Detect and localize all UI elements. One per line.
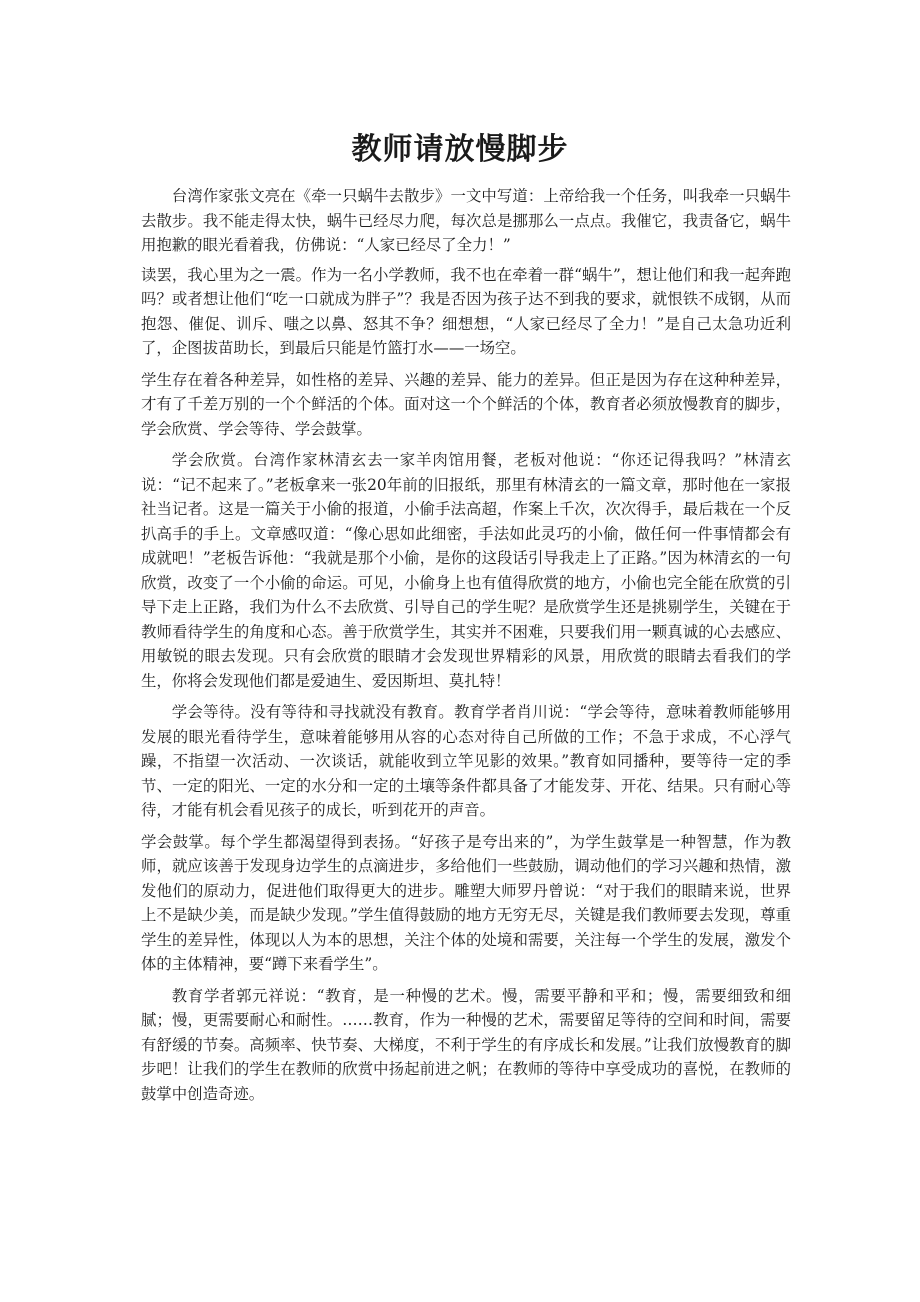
paragraph-6: 学会鼓掌。每个学生都渴望得到表扬。“好孩子是夸出来的”，为学生鼓掌是一种智慧，作为教师，就应该善于发现身边学生的点滴进步，多给他们一些鼓励，调动他们的学习兴趣和热情，激发他们的原动力，促进他们取得更大的进步。雕塑大师罗丹曾说：“对于我们的眼睛来说，世界上不是缺少美，而是缺少发现。”学生值得鼓励的地方无穷无尽，关键是我们教师要去发现，尊重学生的差异性，体现以人为本的思想，关注个体的处境和需要，关注每一个学生的发展，激发个体的主体精神，要“蹲下来看学生”。	[141, 832, 791, 973]
paragraph-5: 学会等待。没有等待和寻找就没有教育。教育学者肖川说：“学会等待，意味着教师能够用发展的眼光看待学生，意味着能够用从容的心态对待自己所做的工作；不急于求成，不心浮气躁，不指望一次活动、一次谈话，就能收到立竿见影的效果。”教育如同播种，要等待一定的季节、一定的阳光、一定的水分和一定的土壤等条件都具备了才能发芽、开花、结果。只有耐心等待，才能有机会看见孩子的成长，听到花开的声音。	[141, 703, 791, 819]
paragraph-1: 台湾作家张文亮在《牵一只蜗牛去散步》一文中写道：上帝给我一个任务，叫我牵一只蜗牛去散步。我不能走得太快，蜗牛已经尽力爬，每次总是挪那么一点点。我催它，我责备它，蜗牛用抱歉的眼光看着我，仿佛说：“人家已经尽了全力！”	[141, 187, 791, 254]
paragraph-3: 学生存在着各种差异，如性格的差异、兴趣的差异、能力的差异。但正是因为存在这种种差异，才有了千差万别的一个个鲜活的个体。面对这一个个鲜活的个体，教育者必须放慢教育的脚步，学会欣赏、学会等待、学会鼓掌。	[141, 370, 791, 438]
paragraph-4: 学会欣赏。台湾作家林清玄去一家羊肉馆用餐，老板对他说：“你还记得我吗？”林清玄说：“记不起来了。”老板拿来一张20年前的旧报纸，那里有林清玄的一篇文章，那时他在一家报社当记者。这是一篇关于小偷的报道，小偷手法高超，作案上千次，次次得手，最后栽在一个反扒高手的手上。文章感叹道：“像心思如此细密，手法如此灵巧的小偷，做任何一件事情都会有成就吧！”老板告诉他：“我就是那个小偷，是你的这段话引导我走上了正路。”因为林清玄的一句欣赏，改变了一个小偷的命运。可见，小偷身上也有值得欣赏的地方，小偷也完全能在欣赏的引导下走上正路，我们为什么不去欣赏、引导自己的学生呢？是欣赏学生还是挑剔学生，关键在于教师看待学生的角度和心态。善于欣赏学生，其实并不困难，只要我们用一颗真诚的心去感应、用敏锐的眼去发现。只有会欣赏的眼睛才会发现世界精彩的风景，用欣赏的眼睛去看我们的学生，你将会发现他们都是爱迪生、爱因斯坦、莫扎特！	[141, 451, 791, 690]
paragraph-2: 读罢，我心里为之一震。作为一名小学教师，我不也在牵着一群“蜗牛”，想让他们和我一起奔跑吗？或者想让他们“吃一口就成为胖子”？我是否因为孩子达不到我的要求，就恨铁不成钢，从而抱怨、催促、训斥、嗤之以鼻、怒其不争？细想想，“人家已经尽了全力！”是自己太急功近利了，企图拔苗助长，到最后只能是竹篮打水——一场空。	[141, 265, 791, 357]
paragraph-7: 教育学者郭元祥说：“教育，是一种慢的艺术。慢，需要平静和平和；慢，需要细致和细腻；慢，更需要耐心和耐性。……教育，作为一种慢的艺术，需要留足等待的空间和时间，需要有舒缓的节奏。高频率、快节奏、大梯度，不利于学生的有序成长和发展。”让我们放慢教育的脚步吧！让我们的学生在教师的欣赏中扬起前进之帆；在教师的等待中享受成功的喜悦，在教师的鼓掌中创造奇迹。	[141, 986, 791, 1103]
document-body	[141, 184, 791, 1113]
document-title: 教师请放慢脚步	[351, 132, 569, 167]
